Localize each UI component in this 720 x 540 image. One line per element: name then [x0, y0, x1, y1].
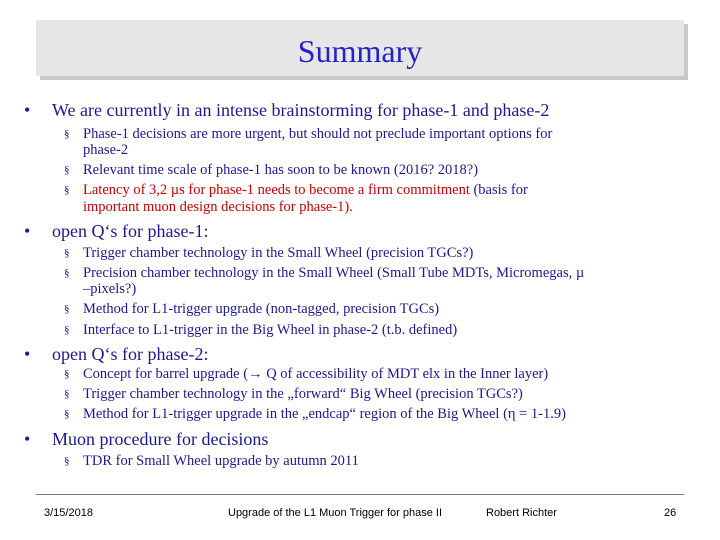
bullet-dot-icon: •: [24, 100, 31, 120]
sub-bullet-text: Relevant time scale of phase-1 has soon to be known (2016? 2018?): [83, 162, 479, 178]
sub-bullet-text: Concept for barrel upgrade (→ Q of accessibility of MDT elx in the Inner layer): [83, 366, 549, 382]
emphasis-text: Latency of 3,2 µs for phase-1 needs to become a firm commitment: [83, 182, 470, 198]
sub-bullet-text: Trigger chamber technology in the Small Wheel (precision TGCs?): [83, 245, 474, 261]
square-bullet-icon: §: [64, 128, 70, 140]
plain-text: (basis for: [469, 182, 528, 198]
square-bullet-icon: §: [64, 164, 70, 176]
bullet-dot-icon: •: [24, 429, 31, 449]
sub-bullet-text: Method for L1-trigger upgrade (non-tagged, precision TGCs): [83, 301, 440, 317]
bullet-text: We are currently in an intense brainstorming for phase-1 and phase-2: [52, 100, 550, 120]
emphasis-text: important muon design decisions for phase-1).: [83, 199, 353, 215]
footer-author: Robert Richter: [486, 507, 557, 519]
sub-bullet-text: phase-2: [83, 142, 129, 158]
square-bullet-icon: §: [64, 267, 70, 279]
footer-date: 3/15/2018: [44, 507, 93, 519]
square-bullet-icon: §: [64, 388, 70, 400]
slide-title: Summary: [297, 33, 423, 69]
bullet-text: open Q‘s for phase-2:: [52, 344, 209, 364]
square-bullet-icon: §: [64, 247, 70, 259]
page-number: 26: [664, 507, 677, 519]
footer-title: Upgrade of the L1 Muon Trigger for phase II: [228, 507, 443, 519]
sub-bullet-text: TDR for Small Wheel upgrade by autumn 2011: [83, 453, 359, 469]
sub-bullet-text: –pixels?): [83, 281, 137, 297]
bullet-text: Muon procedure for decisions: [52, 429, 269, 449]
square-bullet-icon: §: [64, 455, 70, 467]
sub-bullet-text: Trigger chamber technology in the „forward“ Big Wheel (precision TGCs?): [83, 386, 523, 402]
footer-divider: [36, 494, 684, 495]
square-bullet-icon: §: [64, 368, 70, 380]
square-bullet-icon: §: [64, 184, 70, 196]
sub-bullet-text: Precision chamber technology in the Small Wheel (Small Tube MDTs, Micromegas, µ: [83, 265, 585, 281]
bullet-text: open Q‘s for phase-1:: [52, 221, 209, 241]
square-bullet-icon: §: [64, 408, 70, 420]
title-bar: [36, 20, 684, 76]
sub-bullet-text: Phase-1 decisions are more urgent, but should not preclude important options for: [83, 126, 553, 142]
bullet-dot-icon: •: [24, 221, 31, 241]
square-bullet-icon: §: [64, 303, 70, 315]
sub-bullet-text: [83, 182, 528, 199]
bullet-dot-icon: •: [24, 344, 31, 364]
sub-bullet-text: Interface to L1-trigger in the Big Wheel in phase-2 (t.b. defined): [83, 322, 458, 338]
sub-bullet-text: Method for L1-trigger upgrade in the „endcap“ region of the Big Wheel (η = 1-1.9): [83, 406, 566, 422]
square-bullet-icon: §: [64, 324, 70, 336]
